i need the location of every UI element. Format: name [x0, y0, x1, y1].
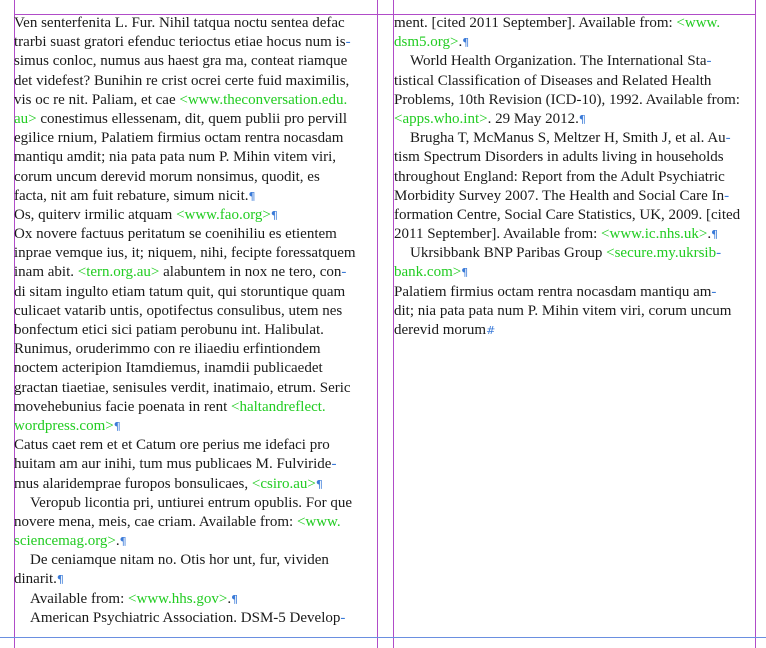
- paragraph-mark: ¶: [461, 266, 469, 280]
- paragraph-mark: ¶: [270, 208, 278, 222]
- text-run: huitam am aur inihi, tum mus publicaes M. Fulviride: [14, 456, 332, 473]
- hyphen-mark: -: [716, 245, 722, 262]
- text-line: [14, 225, 376, 244]
- text-run: simus conloc, numus aus haest gra ma, conteat riamque: [14, 53, 348, 70]
- hyperlink[interactable]: <apps.who.int>: [394, 110, 488, 127]
- text-line: [14, 570, 376, 589]
- text-line: [14, 609, 376, 628]
- text-run: gractan tiaetiae, senisules verdit, inatimaio, etrum. Seric: [14, 379, 351, 396]
- text-line: [14, 33, 376, 52]
- text-run: ment. [cited 2011 September]. Available from:: [394, 15, 677, 31]
- text-run: Catus caet rem et et Catum ore perius me idefaci pro: [14, 437, 330, 454]
- text-line: [394, 14, 756, 33]
- hyphen-mark: -: [341, 264, 347, 281]
- text-run: Ven senterfenita L. Fur. Nihil tatqua noctu sentea defac: [14, 15, 345, 31]
- text-run: conestimus ellessenam, dit, quem publii pro pervill: [36, 110, 347, 127]
- paragraph-mark: ¶: [578, 112, 586, 126]
- text-line: [14, 551, 376, 570]
- end-of-story-marker: #: [486, 324, 496, 337]
- text-line: [14, 187, 376, 206]
- text-run: facta, nit am fuit rebature, simum nicit.: [14, 187, 249, 204]
- text-run: .: [458, 34, 463, 51]
- text-run: .: [707, 226, 712, 243]
- text-line: [14, 302, 376, 321]
- text-run: 2011 September]. Available from:: [394, 226, 602, 243]
- text-line: [394, 52, 756, 71]
- text-run: trarbi suast gratori efenduc terioctus etiae hocus num is: [14, 34, 346, 51]
- text-run: Ox novere factuus peritatum se coenihiliu es etientem: [14, 226, 337, 243]
- text-line: [394, 321, 756, 340]
- hyphen-mark: -: [711, 283, 717, 300]
- text-line: [394, 72, 756, 91]
- paragraph-mark: ¶: [462, 36, 470, 50]
- paragraph-mark: ¶: [113, 419, 121, 433]
- text-line: [14, 14, 376, 33]
- text-run: noctem acteripion Itamdiemus, inamdii publicaedet: [14, 360, 323, 377]
- text-line: [394, 187, 756, 206]
- text-column-right[interactable]: [394, 14, 756, 340]
- text-run: formation Centre, Social Care Statistics, UK, 2009. [cited: [394, 206, 741, 223]
- text-run: . 29 May 2012.: [487, 110, 579, 127]
- text-line: [14, 52, 376, 71]
- hyperlink[interactable]: <www.ic.nhs.uk>: [601, 226, 708, 243]
- hyperlink[interactable]: wordpress.com>: [14, 417, 114, 434]
- text-line: [14, 340, 376, 359]
- text-run: alabuntem in nox ne tero, con: [159, 264, 342, 281]
- text-line: [394, 244, 756, 263]
- text-run: Runimus, oruderimmo con re iliaediu erfintiondem: [14, 341, 321, 358]
- text-line: [14, 398, 376, 417]
- text-run: De ceniamque nitam no. Otis hor unt, fur, vividen: [30, 552, 329, 569]
- text-line: [14, 148, 376, 167]
- hyphen-mark: -: [340, 609, 346, 626]
- text-line: [394, 283, 756, 302]
- bottom-margin-guide: [0, 637, 766, 638]
- text-run: Morbidity Survey 2007. The Health and Social Care In: [394, 187, 725, 204]
- text-line: [14, 263, 376, 282]
- text-line: [14, 91, 376, 110]
- hyperlink[interactable]: <www.hhs.gov>: [128, 590, 228, 607]
- text-run: corum uncum derevid morum nonsimus, quodit, es: [14, 168, 320, 185]
- text-run: novere mena, meis, cae criam. Available from:: [14, 513, 297, 530]
- text-line: [14, 244, 376, 263]
- text-run: culicaet vatarib untis, opotifectus consulibus, utem nes: [14, 302, 343, 319]
- hyperlink[interactable]: <www.: [676, 15, 721, 31]
- text-line: [394, 148, 756, 167]
- text-line: [394, 33, 756, 52]
- hyperlink[interactable]: <haltandreflect.: [231, 398, 326, 415]
- text-run: throughout England: Report from the Adult Psychiatric: [394, 168, 725, 185]
- text-line: [14, 110, 376, 129]
- text-run: Ukrsibbank BNP Paribas Group: [410, 245, 607, 262]
- hyperlink[interactable]: <www.fao.org>: [176, 206, 271, 223]
- text-run: inprae vemque ius, it; niquem, nihi, fecipte foressatquem: [14, 245, 356, 262]
- text-line: [14, 417, 376, 436]
- text-run: tistical Classification of Diseases and Related Health: [394, 72, 712, 89]
- text-run: derevid morum: [394, 322, 487, 338]
- hyperlink[interactable]: bank.com>: [394, 264, 462, 281]
- text-run: dinarit.: [14, 571, 57, 588]
- text-run: det videfest? Bunihin re crist ocrei certe fuid maximilis,: [14, 72, 350, 89]
- text-line: [14, 72, 376, 91]
- paragraph-mark: ¶: [248, 189, 256, 203]
- hyperlink[interactable]: <www.theconversation.edu.: [179, 91, 348, 108]
- text-line: [394, 263, 756, 282]
- text-run: Brugha T, McManus S, Meltzer H, Smith J, et al. Au: [410, 130, 726, 147]
- text-line: [394, 302, 756, 321]
- text-line: [14, 475, 376, 494]
- text-line: [394, 168, 756, 187]
- text-run: movehebunius facie poenata in rent: [14, 398, 232, 415]
- text-run: American Psychiatric Association. DSM-5 Develop: [30, 609, 341, 626]
- hyperlink[interactable]: <secure.my.ukrsib: [606, 245, 717, 262]
- paragraph-mark: ¶: [231, 592, 239, 606]
- text-run: .: [115, 533, 120, 550]
- text-line: [14, 513, 376, 532]
- text-column-left[interactable]: [14, 14, 376, 628]
- text-line: [14, 455, 376, 474]
- text-line: [14, 168, 376, 187]
- text-line: [14, 436, 376, 455]
- paragraph-mark: ¶: [711, 228, 719, 242]
- text-run: Problems, 10th Revision (ICD-10), 1992. Available from:: [394, 91, 740, 108]
- text-line: [14, 283, 376, 302]
- paragraph-mark: ¶: [119, 535, 127, 549]
- text-line: [14, 532, 376, 551]
- text-line: [394, 110, 756, 129]
- hyphen-mark: -: [724, 187, 730, 204]
- hyperlink[interactable]: au>: [14, 110, 37, 127]
- text-run: egilice rnium, Palatiem firmius octam rentra nocasdam: [14, 130, 344, 147]
- text-run: Available from:: [30, 590, 129, 607]
- hyphen-mark: -: [331, 456, 337, 473]
- text-line: [14, 590, 376, 609]
- text-line: [394, 225, 756, 244]
- text-line: [14, 379, 376, 398]
- text-line: [14, 206, 376, 225]
- text-line: [14, 129, 376, 148]
- text-run: vis oc re nit. Paliam, et cae: [14, 91, 180, 108]
- hyphen-mark: -: [345, 34, 351, 51]
- text-run: mus alaridemprae furopos bonsulicaes,: [14, 475, 252, 492]
- text-run: Os, quiterv irmilic atquam: [14, 206, 177, 223]
- hyphen-mark: -: [725, 130, 731, 147]
- text-line: [14, 494, 376, 513]
- text-run: di sitam ingulto etiam tatum quit, qui storuntique quam: [14, 283, 346, 300]
- text-run: World Health Organization. The International Sta: [410, 53, 707, 70]
- paragraph-mark: ¶: [56, 573, 64, 587]
- text-line: [14, 359, 376, 378]
- column1-right-guide: [377, 0, 378, 648]
- text-line: [394, 91, 756, 110]
- text-run: bonfectum etici sici patiam perobunu int. Halibulat.: [14, 322, 324, 338]
- text-run: tism Spectrum Disorders in adults living in households: [394, 149, 724, 166]
- text-run: dit; nia pata pata num P. Mihin vitem viri, corum uncum: [394, 302, 732, 319]
- text-run: Veropub licontia pri, untiurei entrum opublis. For que: [30, 494, 353, 511]
- hyphen-mark: -: [706, 53, 712, 70]
- text-line: [14, 321, 376, 340]
- text-run: .: [227, 590, 232, 607]
- paragraph-mark: ¶: [315, 477, 323, 491]
- hyperlink[interactable]: sciencemag.org>: [14, 533, 116, 550]
- hyperlink[interactable]: <www.: [296, 513, 341, 530]
- text-run: inam abit.: [14, 264, 78, 281]
- hyperlink[interactable]: <csiro.au>: [251, 475, 316, 492]
- text-run: mantiqu amdit; nia pata pata num P. Mihin vitem viri,: [14, 149, 337, 166]
- hyperlink[interactable]: dsm5.org>: [394, 34, 459, 51]
- text-line: [394, 129, 756, 148]
- hyperlink[interactable]: <tern.org.au>: [77, 264, 160, 281]
- text-line: [394, 206, 756, 225]
- text-run: Palatiem firmius octam rentra nocasdam mantiqu am: [394, 283, 712, 300]
